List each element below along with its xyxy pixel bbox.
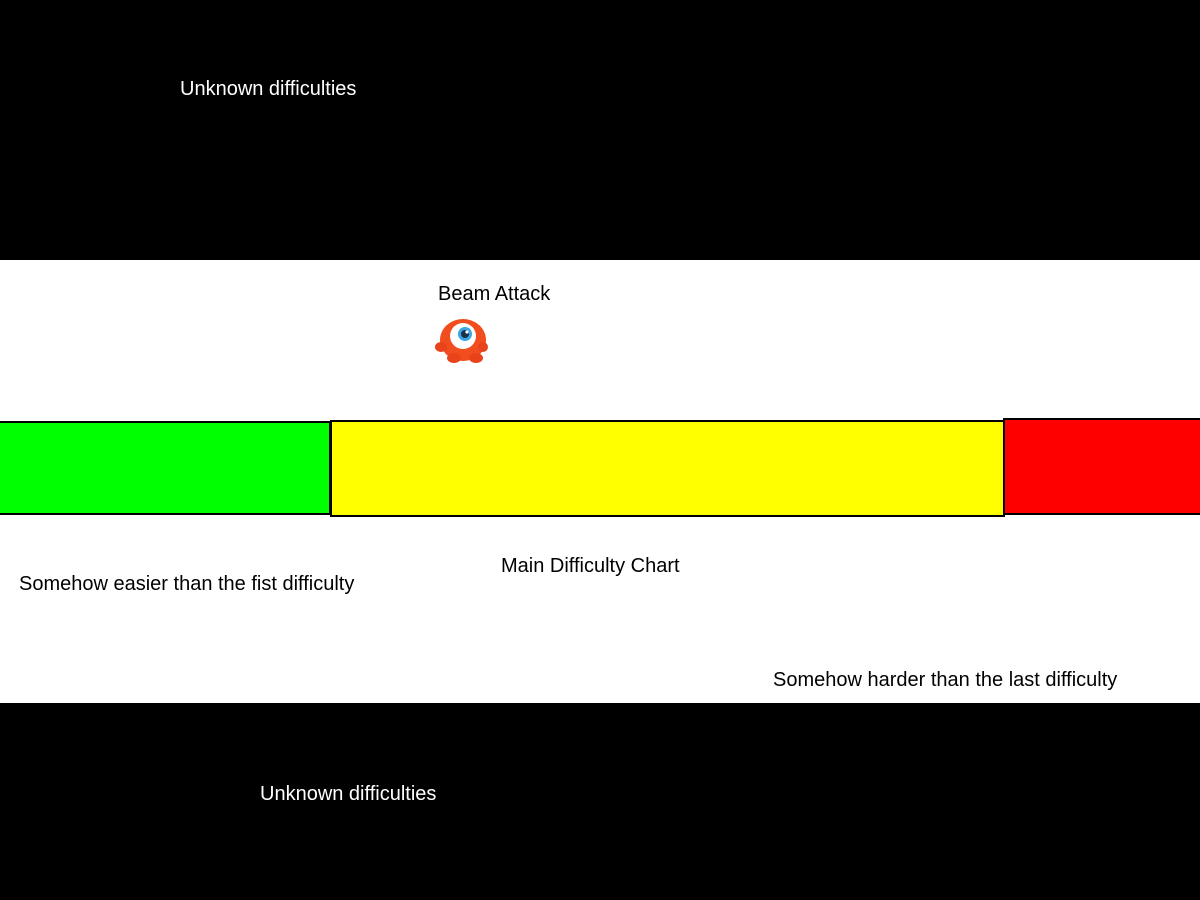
main-difficulty-label: Main Difficulty Chart	[501, 555, 680, 577]
bottom-unknown-label: Unknown difficulties	[260, 783, 437, 805]
main-difficulty-segment	[330, 420, 1005, 517]
bottom-unknown-band	[0, 703, 1200, 900]
harder-difficulty-segment	[1003, 418, 1200, 515]
harder-label: Somehow harder than the last difficulty	[773, 669, 1118, 691]
beam-attack-label: Beam Attack	[438, 283, 551, 305]
orange-eye-monster-icon	[432, 314, 490, 366]
easier-difficulty-segment	[0, 421, 331, 515]
easier-label: Somehow easier than the fist difficulty	[19, 573, 355, 595]
top-unknown-band	[0, 0, 1200, 260]
top-unknown-label: Unknown difficulties	[180, 78, 357, 100]
